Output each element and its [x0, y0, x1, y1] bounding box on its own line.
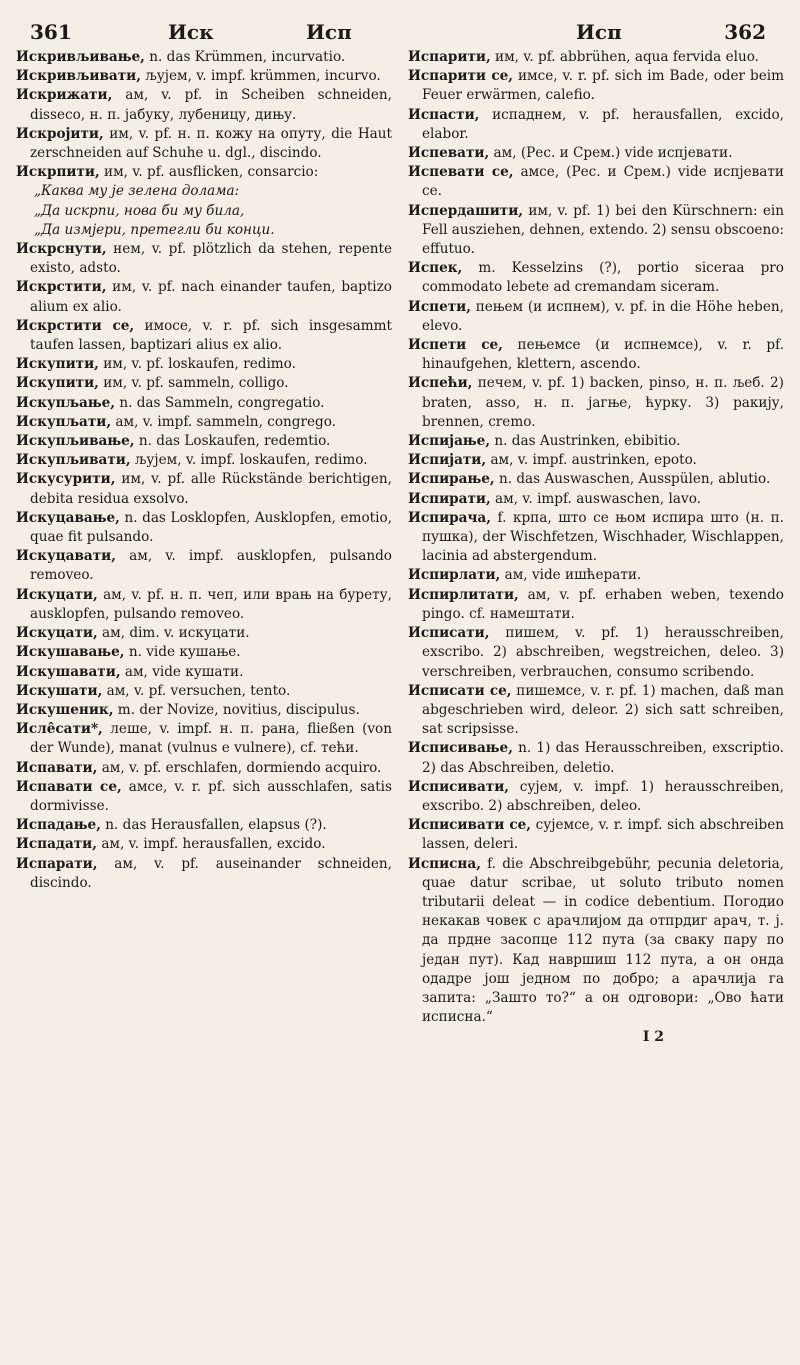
entry-definition: ам, dim. v. искуцати.: [97, 625, 250, 642]
entry-headword: Искрижати,: [16, 87, 113, 104]
entry-headword: Испети се,: [408, 337, 503, 354]
dictionary-entry: [16, 202, 392, 221]
dictionary-entry: [16, 182, 392, 201]
entry-definition: n. das Losklopfen, Ausklopfen, emotio, quae fit pulsando.: [30, 509, 392, 546]
entry-definition: имосе, v. r. pf. sich insgesammt taufen lassen, baptizari alius ex alio.: [30, 317, 392, 354]
dictionary-entry: [408, 682, 784, 740]
entry-headword: Искуцати,: [16, 586, 98, 603]
dictionary-entry: [16, 355, 392, 374]
entry-headword: Искусурити,: [16, 471, 116, 488]
dictionary-entry: [408, 336, 784, 374]
entry-definition: ам, v. pf. erschlafen, dormiendo acquiro.: [97, 759, 382, 776]
dictionary-entry: [408, 624, 784, 682]
dictionary-entry: [16, 586, 392, 624]
dictionary-entry: [16, 855, 392, 893]
dictionary-entry: [408, 144, 784, 163]
entry-headword: Испети,: [408, 298, 471, 315]
entry-definition: пишем, v. pf. 1) herausschreiben, exscribo. 2) abschreiben, wegstreichen, deleo. 3) verschreiben, verbrauchen, consumo scribendo.: [422, 625, 784, 680]
entry-definition: n. das Austrinken, ebibitio.: [490, 433, 681, 450]
entry-headword: Испарити,: [408, 49, 491, 65]
page-header: [16, 14, 784, 48]
entry-headword: Искуцавање,: [16, 509, 120, 526]
entry-definition: им, v. pf. abbrühen, aqua fervida eluo.: [490, 49, 760, 65]
entry-headword: Испирати,: [408, 490, 491, 507]
right-page-number: 362: [724, 20, 766, 44]
entry-headword: Искупљање,: [16, 394, 115, 411]
entry-headword: Искривљивање,: [16, 49, 145, 65]
entry-headword: Искуцавати,: [16, 548, 116, 565]
entry-definition: ам, vide ишћерати.: [500, 567, 642, 584]
entry-headword: Испирача,: [408, 509, 491, 526]
entry-headword: Искрстити се,: [16, 317, 135, 334]
entry-definition: сујем, v. impf. 1) herausschreiben, exscribo. 2) abschreiben, deleo.: [422, 778, 784, 814]
entry-definition: ам, v. pf. auseinander schneiden, discindo.: [30, 855, 392, 891]
entry-definition: m. der Novize, novitius, discipulus.: [113, 701, 360, 718]
entry-headword: Искрпити,: [16, 164, 100, 181]
dictionary-entry: [408, 432, 784, 451]
entry-definition: нем, v. pf. plötzlich da stehen, repente existo, adsto.: [30, 241, 392, 277]
entry-headword: Испевати,: [408, 145, 490, 162]
right-column: [408, 48, 784, 1027]
entry-headword: Испавати се,: [16, 778, 122, 795]
entry-definition: ам, v. pf. in Scheiben schneiden, disseco, н. п. јабуку, лубеницу, дињу.: [30, 87, 392, 123]
entry-definition: им, v. pf. н. п. кожу на опуту, die Haut zerschneiden auf Schuhe u. dgl., discindo.: [30, 125, 392, 162]
dictionary-entry: [16, 394, 392, 413]
entry-headword: Испијати,: [408, 452, 487, 469]
dictionary-entry: [408, 490, 784, 509]
entry-headword: Исписати,: [408, 625, 490, 642]
dictionary-entry: [16, 48, 392, 67]
entry-headword: Искрснути,: [16, 241, 107, 258]
right-column-wrapper: [408, 48, 784, 1348]
entry-headword: Искупљати,: [16, 413, 112, 430]
dictionary-entry: [16, 701, 392, 720]
dictionary-entry: [408, 739, 784, 777]
entry-definition: им, v. pf. 1) bei den Kürschnern: ein Fell ausziehen, dehnen, extendo. 2) sensu obscoeno: effutuo.: [422, 202, 784, 258]
entry-definition: m. Kesselzins (?), portio siceraa pro commodato lebete ad cremandam siceram.: [422, 260, 784, 296]
dictionary-entry: [16, 451, 392, 470]
entry-headword: Испасти,: [408, 106, 480, 123]
dictionary-entry: [408, 566, 784, 585]
entry-definition: n. 1) das Herausschreiben, exscriptio. 2) das Abschreiben, deletio.: [422, 740, 784, 776]
entry-definition: љујем, v. impf. loskaufen, redimo.: [130, 452, 368, 469]
entry-definition: им, v. pf. nach einander taufen, baptizo alium ex alio.: [30, 279, 392, 315]
entry-definition: испаднем, v. pf. herausfallen, excido, elabor.: [422, 106, 784, 142]
dictionary-entry: [16, 374, 392, 393]
entry-definition: „Каква му је зелена долама:: [34, 183, 240, 200]
dictionary-entry: [16, 663, 392, 682]
entry-headword: Искупљивање,: [16, 433, 135, 450]
entry-headword: Испадати,: [16, 836, 97, 853]
entry-definition: пењемсе (и испнемсе), v. r. pf. hinaufgehen, klettern, ascendo.: [422, 337, 784, 373]
entry-headword: Испарити се,: [408, 68, 513, 85]
signature-mark: I 2: [642, 1029, 664, 1046]
dictionary-entry: [16, 682, 392, 701]
entry-definition: печем, v. pf. 1) backen, pinso, н. п. љеб. 2) braten, asso, н. п. јагње, ћурку. 3) ракију, brennen, cremo.: [422, 375, 784, 430]
dictionary-entry: [16, 720, 392, 758]
dictionary-entry: [16, 624, 392, 643]
dictionary-entry: [16, 86, 392, 124]
left-column: [16, 48, 392, 1348]
entry-headword: Испијање,: [408, 433, 491, 450]
entry-headword: Испердашити,: [408, 202, 524, 219]
entry-definition: сујемсе, v. r. impf. sich abschreiben lassen, deleri.: [422, 817, 784, 853]
entry-headword: Испирлитати,: [408, 586, 519, 603]
dictionary-entry: [16, 125, 392, 163]
entry-definition: ам, v. pf. н. п. чеп, или врањ на бурету, ausklopfen, pulsando removeo.: [30, 586, 392, 622]
entry-definition: n. das Herausfallen, elapsus (?).: [100, 817, 327, 834]
right-guide-word: Исп: [576, 20, 622, 44]
entry-headword: Испавати,: [16, 759, 98, 776]
entry-headword: Испећи,: [408, 375, 473, 392]
entry-headword: Искривљивати,: [16, 68, 141, 85]
entry-headword: Искушавање,: [16, 644, 125, 661]
entry-definition: амсе, (Рес. и Срем.) vide испјевати се.: [422, 164, 784, 200]
entry-headword: Исписивање,: [408, 740, 513, 757]
entry-headword: Исписивати се,: [408, 817, 531, 834]
dictionary-entry: [408, 106, 784, 144]
dictionary-entry: [16, 278, 392, 316]
entry-definition: „Да искрпи, нова би му била,: [34, 202, 245, 219]
entry-definition: ам, v. pf. erhaben weben, texendo pingo. cf. намештати.: [422, 586, 784, 622]
entry-headword: Испевати се,: [408, 164, 514, 181]
entry-headword: Искушавати,: [16, 663, 121, 680]
entry-headword: Испек,: [408, 260, 463, 277]
entry-definition: амсе, v. r. pf. sich ausschlafen, satis dormivisse.: [30, 778, 392, 814]
dictionary-entry: [408, 259, 784, 297]
entry-headword: Исле̂сати*,: [16, 721, 103, 738]
dictionary-entry: [16, 413, 392, 432]
entry-definition: ам, v. pf. versuchen, tento.: [102, 682, 291, 699]
dictionary-entry: [16, 470, 392, 508]
dictionary-entry: [408, 778, 784, 816]
entry-definition: им, v. pf. alle Rückstände berichtigen, debita residua exsolvo.: [30, 471, 392, 507]
entry-headword: Искушеник,: [16, 701, 114, 718]
entry-headword: Исписати се,: [408, 682, 512, 699]
dictionary-entry: [16, 509, 392, 547]
entry-definition: пењем (и испнем), v. pf. in die Höhe heben, elevo.: [422, 298, 784, 334]
dictionary-entry: [408, 48, 784, 67]
entry-headword: Испарати,: [16, 855, 98, 872]
dictionary-entry: [16, 221, 392, 240]
dictionary-entry: [408, 855, 784, 1028]
entry-headword: Исписивати,: [408, 778, 510, 795]
dictionary-entry: [16, 778, 392, 816]
entry-definition: n. das Auswaschen, Ausspülen, ablutio.: [494, 471, 771, 488]
entry-definition: n. das Sammeln, congregatio.: [115, 394, 325, 411]
dictionary-entry: [16, 317, 392, 355]
entry-definition: ам, v. impf. herausfallen, excido.: [97, 836, 326, 853]
entry-definition: им, v. pf. loskaufen, redimo.: [98, 356, 296, 373]
dictionary-entry: [16, 643, 392, 662]
entry-definition: пишемсе, v. r. pf. 1) machen, daß man abgeschrieben wird, deleor. 2) sich satt schreiben, sat scripsisse.: [422, 682, 784, 738]
entry-definition: n. das Loskaufen, redemtio.: [134, 433, 331, 450]
entry-headword: Искуцати,: [16, 625, 98, 642]
dictionary-entry: [16, 835, 392, 854]
entry-definition: љујем, v. impf. krümmen, incurvo.: [140, 68, 381, 85]
entry-headword: Искрстити,: [16, 279, 107, 296]
dictionary-entry: [408, 509, 784, 567]
entry-definition: имсе, v. r. pf. sich im Bade, oder beim Feuer erwärmen, calefio.: [422, 68, 784, 104]
dictionary-entry: [16, 67, 392, 86]
entry-definition: ам, v. impf. austrinken, epoto.: [486, 452, 697, 469]
dictionary-entry: [408, 298, 784, 336]
entry-columns: [16, 48, 784, 1348]
dictionary-entry: [16, 816, 392, 835]
entry-definition: ам, v. impf. auswaschen, lavo.: [490, 490, 701, 507]
left-guide-word-2: Исп: [306, 20, 352, 44]
dictionary-entry: [408, 451, 784, 470]
entry-definition: „Да измјери, претегли би конци.: [34, 221, 275, 238]
dictionary-entry: [16, 240, 392, 278]
entry-definition: им, v. pf. sammeln, colligo.: [98, 375, 289, 392]
entry-definition: ам, vide кушати.: [120, 663, 244, 680]
entry-headword: Искушати,: [16, 682, 103, 699]
dictionary-entry: [408, 470, 784, 489]
entry-headword: Испирање,: [408, 471, 495, 488]
left-page-number: 361: [30, 20, 72, 44]
entry-headword: Искупити,: [16, 375, 99, 392]
entry-definition: ам, v. impf. ausklopfen, pulsando removeo.: [30, 548, 392, 584]
entry-definition: ам, v. impf. sammeln, congrego.: [111, 413, 336, 430]
dictionary-entry: [16, 759, 392, 778]
entry-definition: ам, (Рес. и Срем.) vide испјевати.: [489, 145, 733, 162]
left-guide-word-1: Иск: [168, 20, 214, 44]
entry-definition: леше, v. impf. н. п. рана, fließen (von der Wunde), manat (vulnus e vulnere), cf. тећи.: [30, 721, 392, 757]
entry-headword: Испадање,: [16, 817, 101, 834]
dictionary-entry: [408, 586, 784, 624]
entry-headword: Исписна,: [408, 855, 481, 872]
entry-definition: f. крпа, што се њом испира што (н. п. пушка), der Wischfetzen, Wischhader, Wischlappen, lacinia ad abstergendum.: [422, 509, 784, 565]
entry-definition: n. das Krümmen, incurvatio.: [144, 49, 346, 65]
dictionary-entry: [16, 432, 392, 451]
entry-headword: Испирлати,: [408, 567, 501, 584]
entry-definition: им, v. pf. ausflicken, consarcio:: [99, 164, 319, 181]
dictionary-entry: [408, 374, 784, 432]
entry-headword: Искројити,: [16, 125, 104, 142]
entry-headword: Искупљивати,: [16, 452, 131, 469]
dictionary-entry: [408, 202, 784, 260]
dictionary-entry: [408, 163, 784, 201]
entry-headword: Искупити,: [16, 356, 99, 373]
dictionary-entry: [16, 163, 392, 182]
dictionary-entry: [408, 67, 784, 105]
entry-definition: f. die Abschreibgebühr, pecunia deletoria, quae datur scribae, ut soluto tributo nomen tributarii deleat — in codice debentium. Погодио некакав човек с арачлијом да отпрдиг арач, т. ј. да прдне засопце 112 пута (за сваку пару по један пут). Кад навршиш 112 пута, а он онда одадре још једном по добро; а арачлија га запита: „Зашто то?“ а он одговори: „Ово ћати исписна.“: [422, 855, 784, 1026]
dictionary-entry: [16, 547, 392, 585]
entry-definition: n. vide кушање.: [124, 644, 241, 661]
dictionary-entry: [408, 816, 784, 854]
